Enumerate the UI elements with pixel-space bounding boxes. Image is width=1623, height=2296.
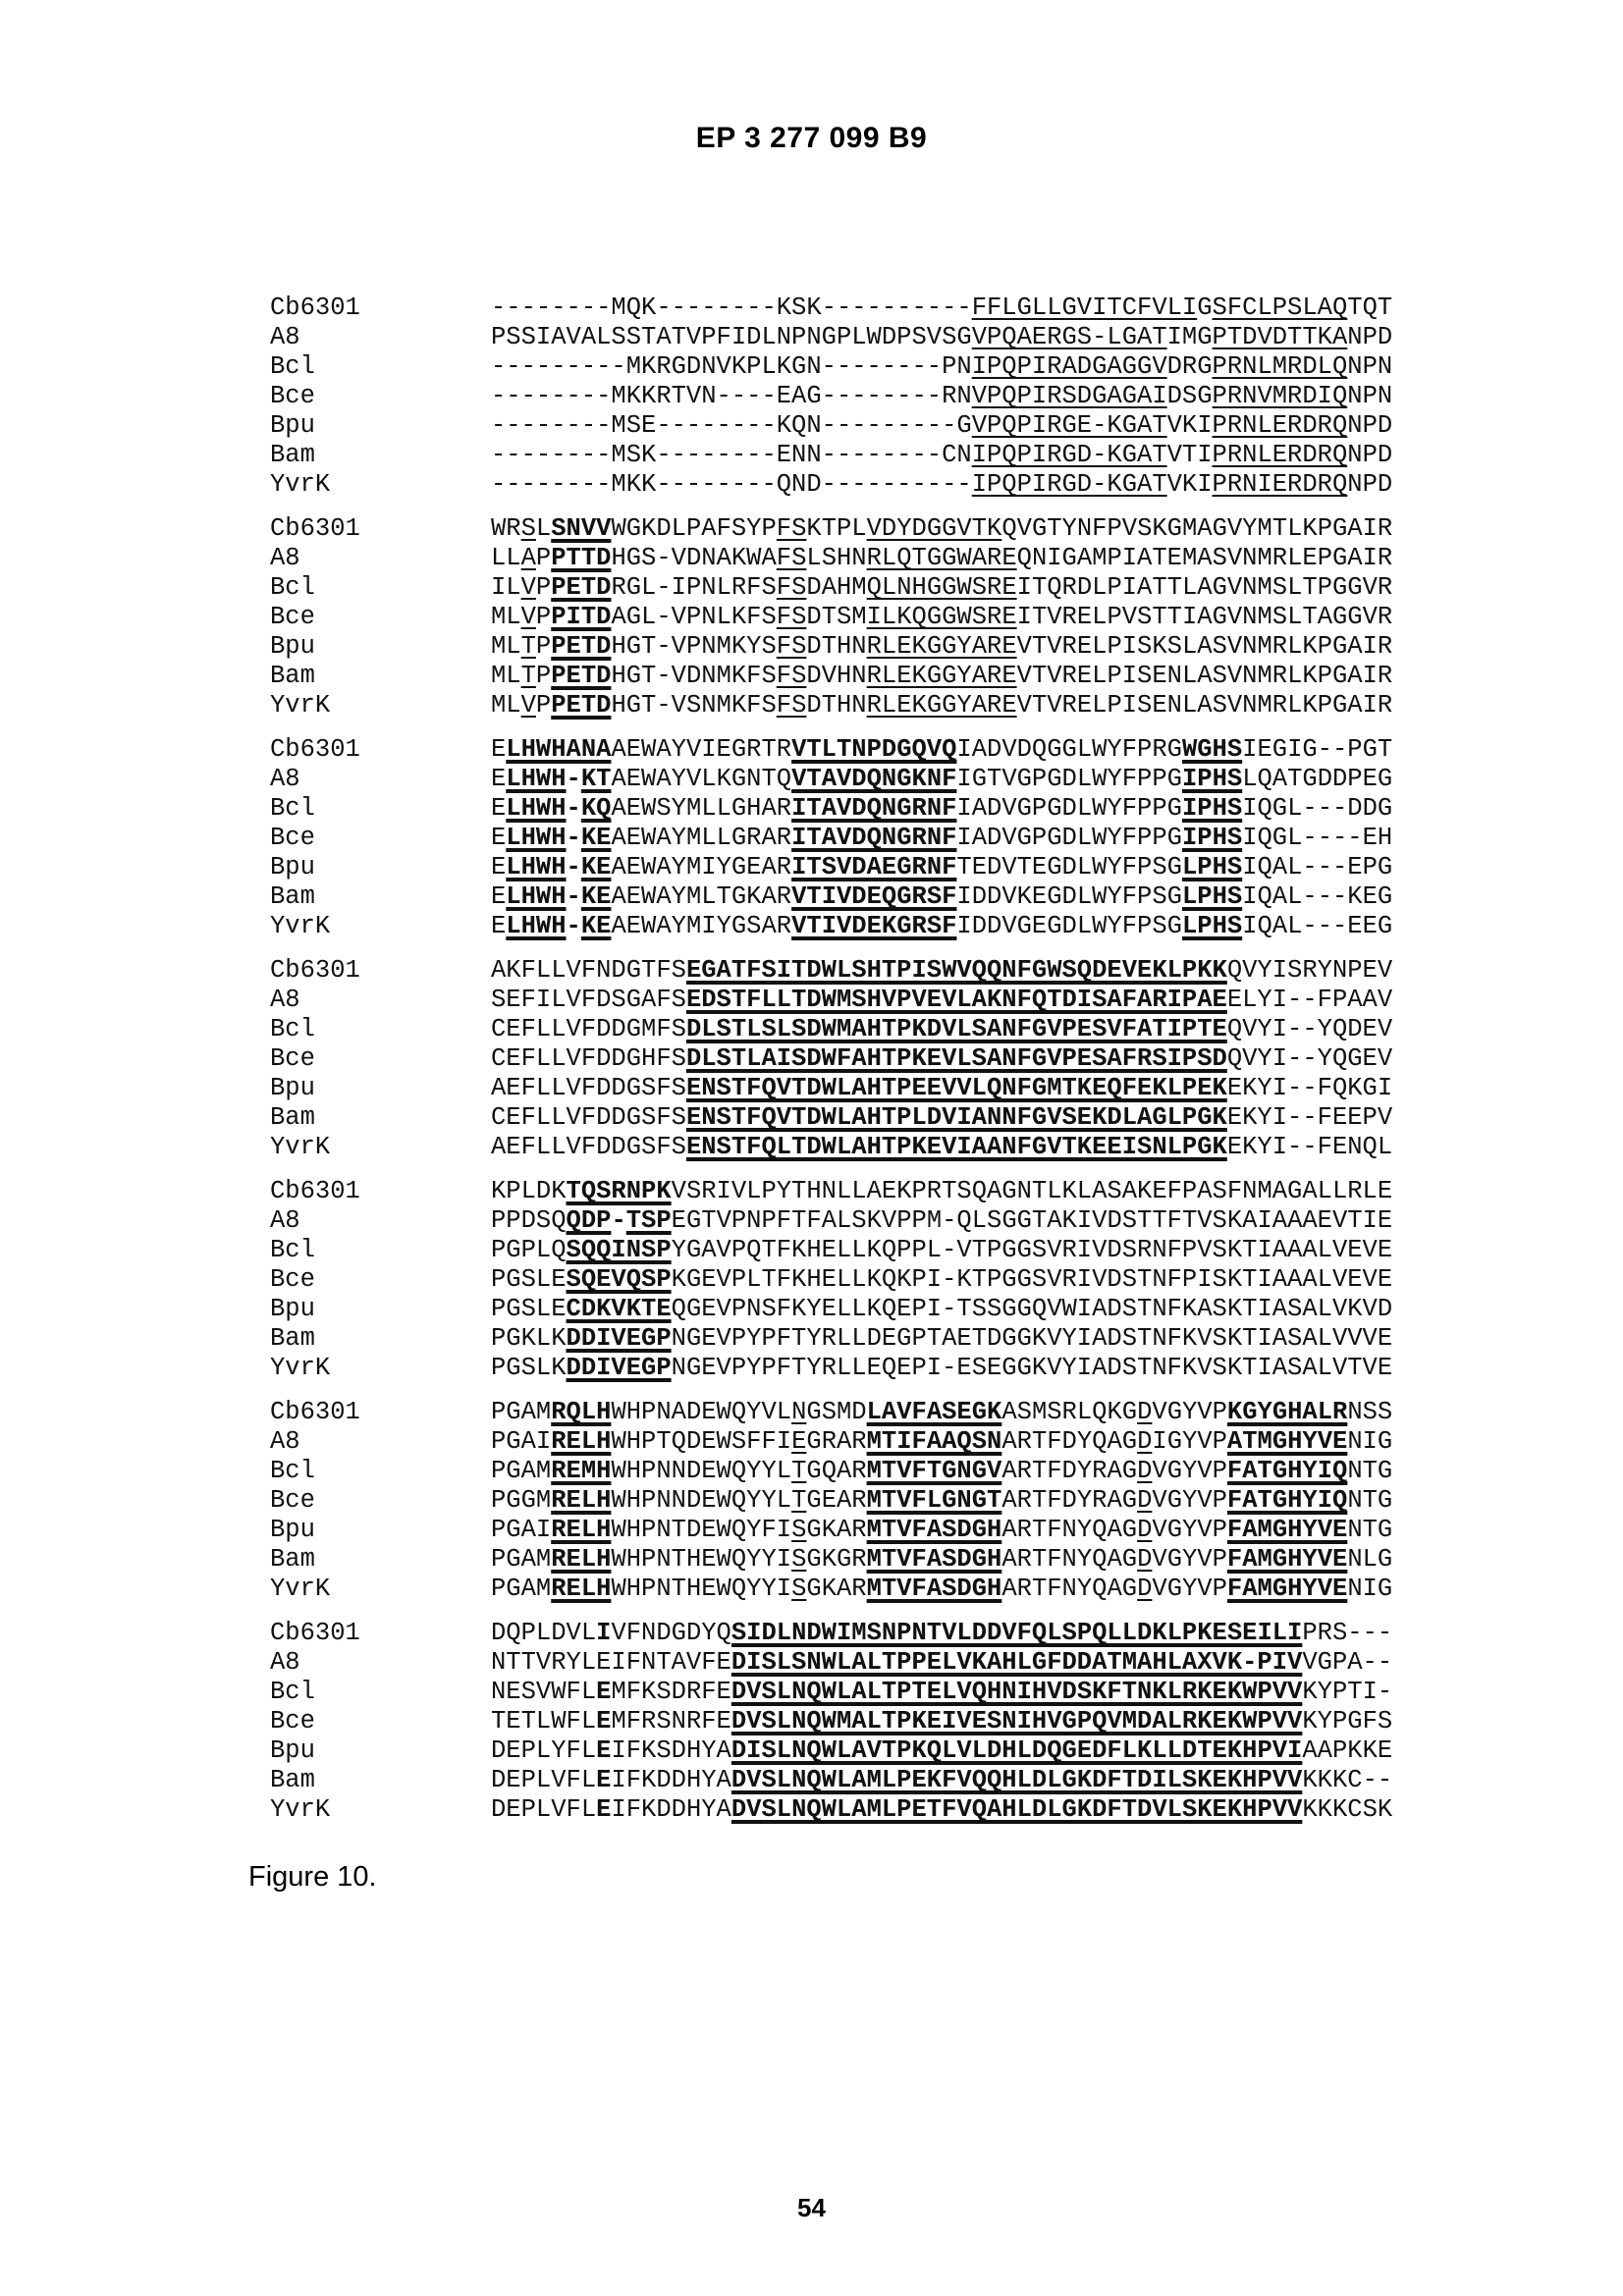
sequence-label: Bpu <box>270 1295 315 1323</box>
alignment-row <box>270 573 1392 603</box>
sequence-label: Bce <box>270 1486 315 1515</box>
alignment-row <box>270 1619 1392 1648</box>
alignment-block <box>270 1619 1392 1825</box>
sequence-text: PGSLKDDIVEGPNGEVPYPFTYRLLEQEPI-ESEGGKVYIADSTNFKVSKTIASALVTVE <box>491 1354 1393 1382</box>
sequence-text: CEFLLVFDDGMFSDLSTLSLSDWMAHTPKDVLSANFGVPESVFATIPTEQVYI--YQDEV <box>491 1015 1393 1043</box>
alignment-row <box>270 662 1392 691</box>
alignment-row <box>270 1427 1392 1457</box>
sequence-label: Bce <box>270 824 315 852</box>
alignment-row <box>270 1265 1392 1295</box>
sequence-text: ILVPPETDRGL-IPNLRFSFSDAHMQLNHGGWSREITQRDLPIATTLAGVNMSLTPGGVR <box>491 573 1393 602</box>
sequence-label: YvrK <box>270 691 331 720</box>
alignment-row <box>270 323 1392 352</box>
page-number: 54 <box>797 2193 826 2222</box>
sequence-text: SEFILVFDSGAFSEDSTFLLTDWMSHVPVEVLAKNFQTDISAFARIPAEELYI--FPAAV <box>491 986 1393 1014</box>
sequence-label: Bcl <box>270 352 315 381</box>
alignment-row <box>270 735 1392 765</box>
alignment-row <box>270 1736 1392 1766</box>
sequence-label: Bpu <box>270 1516 315 1544</box>
figure-caption: Figure 10. <box>248 1861 377 1893</box>
sequence-label: Bam <box>270 1766 315 1794</box>
sequence-label: Cb6301 <box>270 1398 360 1426</box>
alignment-row <box>270 1324 1392 1354</box>
alignment <box>270 294 1392 1840</box>
alignment-row <box>270 352 1392 382</box>
alignment-row <box>270 470 1392 500</box>
sequence-label: A8 <box>270 1206 300 1235</box>
alignment-row <box>270 294 1392 323</box>
sequence-label: Cb6301 <box>270 956 360 985</box>
alignment-row <box>270 956 1392 986</box>
sequence-label: Bcl <box>270 794 315 823</box>
sequence-label: YvrK <box>270 1354 331 1382</box>
sequence-text: ---------MKRGDNVKPLKGN--------PNIPQPIRADGAGGVDRGPRNLMRDLQNPN <box>491 352 1393 381</box>
sequence-label: Bpu <box>270 1736 315 1765</box>
alignment-row <box>270 514 1392 544</box>
alignment-row <box>270 1707 1392 1736</box>
sequence-label: Bcl <box>270 1015 315 1043</box>
alignment-row <box>270 1766 1392 1795</box>
sequence-label: Bcl <box>270 573 315 602</box>
sequence-text: --------MKK--------QND----------IPQPIRGD-KGATVKIPRNIERDRQNPD <box>491 470 1393 499</box>
sequence-label: Bpu <box>270 632 315 661</box>
sequence-text: PGKLKDDIVEGPNGEVPYPFTYRLLDEGPTAETDGGKVYIADSTNFKVSKTIASALVVVE <box>491 1324 1393 1353</box>
alignment-row <box>270 411 1392 441</box>
alignment-row <box>270 1545 1392 1575</box>
alignment-row <box>270 1236 1392 1265</box>
alignment-row <box>270 824 1392 853</box>
sequence-label: Bce <box>270 382 315 410</box>
sequence-text: CEFLLVFDDGSFSENSTFQVTDWLAHTPLDVIANNFGVSEKDLAGLPGKEKYI--FEEPV <box>491 1103 1393 1132</box>
sequence-label: Bcl <box>270 1678 315 1706</box>
sequence-label: Cb6301 <box>270 1619 360 1647</box>
sequence-text: ELHWH-KEAEWAYMIYGSARVTIVDEKGRSFIDDVGEGDLWYFPSGLPHSIQAL---EEG <box>491 912 1393 940</box>
sequence-text: ELHWHANAAEWAYVIEGRTRVTLTNPDGQVQIADVDQGGLWYFPRGWGHSIEGIG--PGT <box>491 735 1393 764</box>
alignment-row <box>270 1575 1392 1604</box>
sequence-text: AKFLLVFNDGTFSEGATFSITDWLSHTPISWVQQNFGWSQDEVEKLPKKQVYISRYNPEV <box>491 956 1393 985</box>
sequence-text: --------MSE--------KQN---------GVPQPIRGE-KGATVKIPRNLERDRQNPD <box>491 411 1393 440</box>
sequence-text: MLTPPETDHGT-VPNMKYSFSDTHNRLEKGGYAREVTVRELPISKSLASVNMRLKPGAIR <box>491 632 1393 661</box>
alignment-row <box>270 1398 1392 1427</box>
sequence-text: DQPLDVLIVFNDGDYQSIDLNDWIMSNPNTVLDDVFQLSPQLLDKLPKESEILIPRS--- <box>491 1619 1393 1647</box>
alignment-row <box>270 1457 1392 1486</box>
sequence-label: Cb6301 <box>270 514 360 543</box>
alignment-row <box>270 1648 1392 1678</box>
sequence-text: MLVPPITDAGL-VPNLKFSFSDTSMILKQGGWSREITVRELPVSTTIAGVNMSLTAGGVR <box>491 603 1393 631</box>
sequence-text: ELHWH-KQAEWSYMLLGHARITAVDQNGRNFIADVGPGDLWYFPPGIPHSIQGL---DDG <box>491 794 1393 823</box>
alignment-row <box>270 1354 1392 1383</box>
sequence-text: PGSLESQEVQSPKGEVPLTFKHELLKQKPI-KTPGGSVRIVDSTNFPISKTIAAALVEVE <box>491 1265 1393 1294</box>
alignment-row <box>270 853 1392 882</box>
sequence-label: A8 <box>270 986 300 1014</box>
sequence-label: A8 <box>270 1648 300 1677</box>
sequence-label: Bce <box>270 603 315 631</box>
alignment-row <box>270 882 1392 912</box>
sequence-text: PPDSQQDP-TSPEGTVPNPFTFALSKVPPM-QLSGGTAKIVDSTTFTVSKAIAAAEVTIE <box>491 1206 1393 1235</box>
sequence-text: TETLWFLEMFRSNRFEDVSLNQWMALTPKEIVESNIHVGPQVMDALRKEKWPVVKYPGFS <box>491 1707 1393 1735</box>
sequence-text: PGAIRELHWHPTQDEWSFFIEGRARMTIFAAQSNARTFDYQAGDIGYVPATMGHYVENIG <box>491 1427 1393 1456</box>
publication-number: EP 3 277 099 B9 <box>695 122 928 154</box>
alignment-row <box>270 1516 1392 1545</box>
sequence-text: --------MSK--------ENN--------CNIPQPIRGD-KGATVTIPRNLERDRQNPD <box>491 441 1393 469</box>
sequence-text: KPLDKTQSRNPKVSRIVLPYTHNLLAEKPRTSQAGNTLKLASAKEFPASFNMAGALLRLE <box>491 1177 1393 1205</box>
sequence-label: A8 <box>270 765 300 793</box>
sequence-text: WRSLSNVVWGKDLPAFSYPFSKTPLVDYDGGVTKQVGTYNFPVSKGMAGVYMTLKPGAIR <box>491 514 1393 543</box>
sequence-label: Bcl <box>270 1457 315 1485</box>
sequence-label: Bam <box>270 1324 315 1353</box>
sequence-text: AEFLLVFDDGSFSENSTFQLTDWLAHTPKEVIAANFGVTKEEISNLPGKEKYI--FENQL <box>491 1133 1393 1161</box>
sequence-label: Bcl <box>270 1236 315 1264</box>
sequence-text: PGAIRELHWHPNTDEWQYFISGKARMTVFASDGHARTFNYQAGDVGYVPFAMGHYVENTG <box>491 1516 1393 1544</box>
sequence-text: ELHWH-KEAEWAYMIYGEARITSVDAEGRNFTEDVTEGDLWYFPSGLPHSIQAL---EPG <box>491 853 1393 881</box>
alignment-row <box>270 1678 1392 1707</box>
alignment-row <box>270 1133 1392 1162</box>
sequence-text: NESVWFLEMFKSDRFEDVSLNQWLALTPTELVQHNIHVDSKFTNKLRKEKWPVVKYPTI- <box>491 1678 1393 1706</box>
sequence-text: MLTPPETDHGT-VDNMKFSFSDVHNRLEKGGYAREVTVRELPISENLASVNMRLKPGAIR <box>491 662 1393 690</box>
sequence-label: A8 <box>270 1427 300 1456</box>
sequence-label: YvrK <box>270 1133 331 1161</box>
alignment-row <box>270 794 1392 824</box>
sequence-text: AEFLLVFDDGSFSENSTFQVTDWLAHTPEEVVLQNFGMTKEQFEKLPEKEKYI--FQKGI <box>491 1074 1393 1102</box>
alignment-row <box>270 544 1392 573</box>
sequence-label: Bpu <box>270 1074 315 1102</box>
alignment-block <box>270 1177 1392 1383</box>
alignment-row <box>270 765 1392 794</box>
sequence-text: CEFLLVFDDGHFSDLSTLAISDWFAHTPKEVLSANFGVPESAFRSIPSDQVYI--YQGEV <box>491 1044 1393 1073</box>
alignment-row <box>270 1015 1392 1044</box>
sequence-label: Bce <box>270 1044 315 1073</box>
alignment-row <box>270 912 1392 941</box>
sequence-text: PGAMRQLHWHPNADEWQYVLNGSMDLAVFASEGKASMSRLQKGDVGYVPKGYGHALRNSS <box>491 1398 1393 1426</box>
sequence-text: NTTVRYLEIFNTAVFEDISLSNWLALTPPELVKAHLGFDDATMAHLAXVK-PIVVGPA-- <box>491 1648 1393 1677</box>
sequence-label: Bce <box>270 1265 315 1294</box>
alignment-block <box>270 735 1392 941</box>
sequence-text: PGGMRELHWHPNNDEWQYYLTGEARMTVFLGNGTARTFDYRAGDVGYVPFATGHYIQNTG <box>491 1486 1393 1515</box>
sequence-label: YvrK <box>270 470 331 499</box>
sequence-text: --------MQK--------KSK----------FFLGLLGVITCFVLIGSFCLPSLAQTQT <box>491 294 1393 322</box>
sequence-label: Bpu <box>270 853 315 881</box>
alignment-row <box>270 441 1392 470</box>
alignment-row <box>270 1177 1392 1206</box>
alignment-row <box>270 1206 1392 1236</box>
sequence-text: PGPLQSQQINSPYGAVPQTFKHELLKQPPL-VTPGGSVRIVDSRNFPVSKTIAAALVEVE <box>491 1236 1393 1264</box>
sequence-text: PGAMRELHWHPNTHEWQYYISGKARMTVFASDGHARTFNYQAGDVGYVPFAMGHYVENIG <box>491 1575 1393 1603</box>
alignment-row <box>270 1074 1392 1103</box>
alignment-row <box>270 986 1392 1015</box>
sequence-label: YvrK <box>270 1575 331 1603</box>
sequence-text: MLVPPETDHGT-VSNMKFSFSDTHNRLEKGGYAREVTVRELPISENLASVNMRLKPGAIR <box>491 691 1393 720</box>
sequence-text: DEPLVFLEIFKDDHYADVSLNQWLAMLPETFVQAHLDLGKDFTDVLSKEKHPVVKKKCSK <box>491 1795 1393 1824</box>
alignment-row <box>270 632 1392 662</box>
alignment-row <box>270 1795 1392 1825</box>
sequence-text: PGAMRELHWHPNTHEWQYYISGKGRMTVFASDGHARTFNYQAGDVGYVPFAMGHYVENLG <box>491 1545 1393 1574</box>
sequence-label: Bam <box>270 662 315 690</box>
sequence-label: Cb6301 <box>270 735 360 764</box>
sequence-label: Cb6301 <box>270 294 360 322</box>
alignment-row <box>270 691 1392 721</box>
alignment-row <box>270 603 1392 632</box>
alignment-row <box>270 382 1392 411</box>
sequence-label: A8 <box>270 544 300 572</box>
sequence-text: PSSIAVALSSTATVPFIDLNPNGPLWDPSVSGVPQAERGS-LGATIMGPTDVDTTKANPD <box>491 323 1393 351</box>
sequence-text: ELHWH-KTAEWAYVLKGNTQVTAVDQNGKNFIGTVGPGDLWYFPPGIPHSLQATGDDPEG <box>491 765 1393 793</box>
sequence-label: Bam <box>270 882 315 911</box>
sequence-text: ELHWH-KEAEWAYMLLGRARITAVDQNGRNFIADVGPGDLWYFPPGIPHSIQGL----EH <box>491 824 1393 852</box>
sequence-text: PGSLECDKVKTEQGEVPNSFKYELLKQEPI-TSSGGQVWIADSTNFKASKTIASALVKVD <box>491 1295 1393 1323</box>
alignment-row <box>270 1044 1392 1074</box>
sequence-label: Bce <box>270 1707 315 1735</box>
sequence-label: A8 <box>270 323 300 351</box>
sequence-text: --------MKKRTVN----EAG--------RNVPQPIRSDGAGAIDSGPRNVMRDIQNPN <box>491 382 1393 410</box>
alignment-row <box>270 1486 1392 1516</box>
sequence-label: Cb6301 <box>270 1177 360 1205</box>
sequence-label: Bam <box>270 1545 315 1574</box>
alignment-block <box>270 1398 1392 1604</box>
alignment-row <box>270 1103 1392 1133</box>
alignment-block <box>270 514 1392 721</box>
sequence-text: ELHWH-KEAEWAYMLTGKARVTIVDEQGRSFIDDVKEGDLWYFPSGLPHSIQAL---KEG <box>491 882 1393 911</box>
sequence-text: LLAPPTTDHGS-VDNAKWAFSLSHNRLQTGGWAREQNIGAMPIATEMASVNMRLEPGAIR <box>491 544 1393 572</box>
alignment-row <box>270 1295 1392 1324</box>
sequence-label: YvrK <box>270 912 331 940</box>
sequence-text: DEPLVFLEIFKDDHYADVSLNQWLAMLPEKFVQQHLDLGKDFTDILSKEKHPVVKKKC-- <box>491 1766 1393 1794</box>
sequence-text: DEPLYFLEIFKSDHYADISLNQWLAVTPKQLVLDHLDQGEDFLKLLDTEKHPVIAAPKKE <box>491 1736 1393 1765</box>
alignment-block <box>270 294 1392 500</box>
sequence-label: Bam <box>270 1103 315 1132</box>
alignment-block <box>270 956 1392 1162</box>
sequence-text: PGAMREMHWHPNNDEWQYYLTGQARMTVFTGNGVARTFDYRAGDVGYVPFATGHYIQNTG <box>491 1457 1393 1485</box>
sequence-label: Bam <box>270 441 315 469</box>
sequence-label: YvrK <box>270 1795 331 1824</box>
sequence-label: Bpu <box>270 411 315 440</box>
